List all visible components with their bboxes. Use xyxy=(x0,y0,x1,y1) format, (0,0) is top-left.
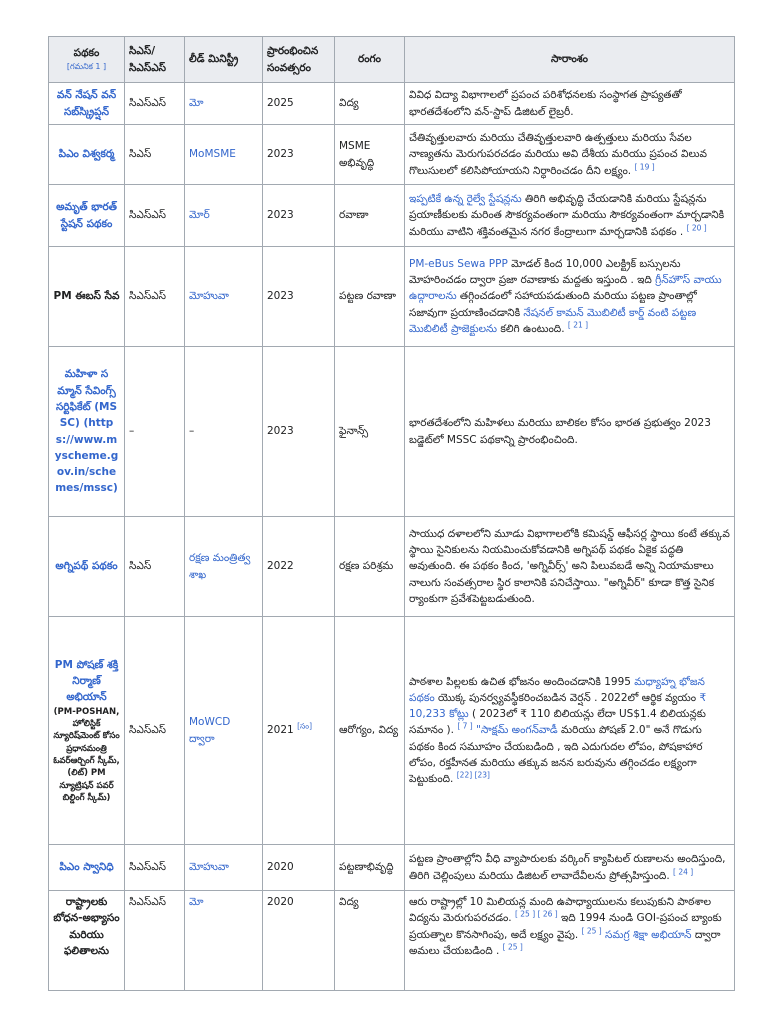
citation-link[interactable]: [సం] xyxy=(297,721,312,731)
scheme-name xyxy=(49,185,125,247)
scheme-name xyxy=(49,83,125,125)
scheme-year: 2023 xyxy=(263,185,335,247)
table-row xyxy=(49,83,735,125)
scheme-year: 2021 [సం] xyxy=(263,617,335,845)
summary-link[interactable]: నేషనల్ కామన్ మొబిలిటీ కార్డ్ వంటి పట్టణ మొబిలిటీ ప్రాజెక్టులను xyxy=(409,306,697,335)
scheme-name: PM ఈబస్ సేవ xyxy=(49,247,125,347)
scheme-type: సిఎస్ఎస్ xyxy=(125,617,185,845)
scheme-sector: పట్టణాభివృద్ధి xyxy=(335,845,405,891)
scheme-ministry xyxy=(185,83,263,125)
scheme-name xyxy=(49,617,125,845)
scheme-summary: పాఠశాల పిల్లలకు ఉచిత భోజనం అందించడానికి 1995 మధ్యాహ్న భోజన పథకం యొక్క పునర్వ్యవస్థీకరించబడిన వెర్షన్ . 2022లో ఆర్థిక వ్యయం ₹ 10,233 కోట్లు ( 2023లో ₹ 110 బిలియన్లు లేదా US$1.4 బిలియన్లకు సమానం ). [ 7 ] "సాక్షమ్ అంగన్‌వాడీ మరియు పోషణ్ 2.0" అనే గొడుగు పథకం కింద సమూహం చేయబడింది , ఇది ఎదుగుదల లోపం, పోషకాహార లోపం, రక్తహీనత మరియు తక్కువ జనన బరువును తగ్గించడం లక్ష్యంగా పెట్టుకుంది. [22] [23] xyxy=(405,617,735,845)
citation-link[interactable]: [ 24 ] xyxy=(673,867,694,876)
scheme-ministry xyxy=(185,125,263,185)
scheme-sector: రక్షణ పరిశ్రమ xyxy=(335,517,405,617)
scheme-link[interactable]: అగ్నిపథ్ పథకం xyxy=(55,560,118,573)
summary-link[interactable]: ₹ 10,233 కోట్లు xyxy=(409,691,707,721)
scheme-summary: PM-eBus Sewa PPP మోడల్ కింద 10,000 ఎలక్ట్రిక్ బస్సులను మోహరించడం ద్వారా ప్రజా రవాణాకు మద్దతు ఇస్తుంది . ఇది గ్రీన్‌హౌస్ వాయు ఉద్గారాలను తగ్గించడంలో సహాయపడుతుంది మరియు పట్టణ ప్రాంతాల్లో సజావుగా ప్రయాణించడానికి నేషనల్ కామన్ మొబిలిటీ కార్డ్ వంటి పట్టణ మొబిలిటీ ప్రాజెక్టులను కలిగి ఉంటుంది. [ 21 ] xyxy=(405,247,735,347)
summary-link[interactable]: గ్రీన్‌హౌస్ వాయు ఉద్గారాలను xyxy=(409,274,722,303)
ministry-link[interactable]: MoMSME xyxy=(189,148,236,161)
summary-link[interactable]: PM-eBus Sewa PPP xyxy=(409,257,508,270)
scheme-link[interactable]: పిఎం స్వానిధి xyxy=(59,861,114,874)
scheme-name xyxy=(49,347,125,517)
scheme-year: 2023 xyxy=(263,247,335,347)
header-note-link[interactable]: [గమనిక 1 ] xyxy=(66,62,107,72)
citation-link[interactable]: [ 20 ] xyxy=(686,223,707,233)
scheme-link[interactable]: పిఎం విశ్వకర్మ xyxy=(58,148,115,161)
scheme-link[interactable]: మహిళా సమ్మాన్ సేవింగ్స్ సర్టిఫికేట్ (MSSC) (https://www.myscheme.gov.in/schemes/mssc) xyxy=(54,368,119,495)
scheme-ministry xyxy=(185,845,263,891)
scheme-sector: రవాణా xyxy=(335,185,405,247)
scheme-summary: ఇప్పటికే ఉన్న రైల్వే స్టేషన్లను తిరిగి అభివృద్ధి చేయడానికి మరియు స్టేషన్లను ప్రయాణీకులకు మరింత సౌకర్యవంతంగా మరియు సౌకర్యవంతంగా మార్చడానికి మరియు వాటిని శక్తివంతమైన నగర కేంద్రాలుగా మార్చడానికి పథకం . [ 20 ] xyxy=(405,185,735,247)
scheme-ministry xyxy=(185,617,263,845)
header-summary: సారాంశం xyxy=(405,37,735,83)
table-row xyxy=(49,617,735,845)
citation-link[interactable]: [ 25 ] [ 26 ] xyxy=(514,909,558,919)
scheme-name xyxy=(49,125,125,185)
scheme-link[interactable]: PM పోషణ్ శక్తి నిర్మాణ్ అభియాన్ xyxy=(54,658,119,704)
scheme-link[interactable]: అమృత్ భారత్ స్టేషన్ పథకం xyxy=(56,201,117,230)
ministry-link[interactable]: మో xyxy=(189,97,204,110)
scheme-year: 2022 xyxy=(263,517,335,617)
citation-link[interactable]: [22] [23] xyxy=(456,770,490,780)
citation-link[interactable]: [ 19 ] xyxy=(634,162,655,172)
scheme-year: 2023 xyxy=(263,347,335,517)
table-row xyxy=(49,247,735,347)
ministry-link[interactable]: MoWCD ద్వారా xyxy=(189,716,231,745)
scheme-sector: MSME అభివృద్ధి xyxy=(335,125,405,185)
summary-link[interactable]: సమగ్ర శిక్షా అభియాన్ xyxy=(605,928,692,941)
summary-link[interactable]: మధ్యాహ్న భోజన పథకం xyxy=(409,675,705,704)
header-year: ప్రారంభించిన సంవత్సరం xyxy=(263,37,335,83)
scheme-type: సిఎస్ఎస్ xyxy=(125,891,185,991)
ministry-link[interactable]: రక్షణ మంత్రిత్వ శాఖ xyxy=(189,552,251,581)
scheme-ministry xyxy=(185,185,263,247)
scheme-ministry: – xyxy=(185,347,263,517)
scheme-ministry xyxy=(185,247,263,347)
scheme-name xyxy=(49,517,125,617)
summary-link[interactable]: "సాక్షమ్ అంగన్‌వాడీ xyxy=(476,724,558,737)
scheme-ministry xyxy=(185,517,263,617)
scheme-year: 2020 xyxy=(263,845,335,891)
scheme-name: రాష్ట్రాలకు బోధన-అభ్యాసం మరియు ఫలితాలను xyxy=(49,891,125,991)
table-row xyxy=(49,517,735,617)
scheme-year: 2020 xyxy=(263,891,335,991)
scheme-type: – xyxy=(125,347,185,517)
citation-link[interactable]: [ 7 ] xyxy=(457,721,473,731)
scheme-summary: సాయుధ దళాలలోని మూడు విభాగాలలోకి కమిషన్డ్ ఆఫీసర్ల స్థాయి కంటే తక్కువ స్థాయి సైనికులను నియమించుకోవడానికి అగ్నిపథ్ పథకం ఏకైక పద్ధతి అవుతుంది. ఈ పథకం కింద, 'అగ్నివీర్స్' అని పిలువబడే అన్ని నియామకాలు నాలుగు సంవత్సరాల స్థిర కాలానికి పనిచేస్తాయి. "అగ్నివీర్" కూడా కొత్త సైనిక ర్యాంకుగా ప్రవేశపెట్టబడుతుంది. xyxy=(405,517,735,617)
scheme-summary: భారతదేశంలోని మహిళలు మరియు బాలికల కోసం భారత ప్రభుత్వం 2023 బడ్జెట్‌లో MSSC పథకాన్ని ప్రారంభించింది. xyxy=(405,347,735,517)
scheme-type: సిఎస్ఎస్ xyxy=(125,83,185,125)
scheme-year: 2025 xyxy=(263,83,335,125)
header-scheme: పథకం [గమనిక 1 ] xyxy=(49,37,125,83)
header-ministry: లీడ్ మినిస్ట్రీ xyxy=(185,37,263,83)
scheme-sector: ఆరోగ్యం, విద్య xyxy=(335,617,405,845)
scheme-type: సిఎస్ఎస్ xyxy=(125,247,185,347)
scheme-summary: ఆరు రాష్ట్రాల్లో 10 మిలియన్ల మంది ఉపాధ్యాయులను కలుపుకుని పాఠశాల విద్యను మెరుగుపరచడం. [ 25 ] [ 26 ] ఇది 1994 నుండి GOI-ప్రపంచ బ్యాంకు ప్రయత్నాల కొనసాగింపు, అదే లక్ష్యం వైపు. [ 25 ] సమగ్ర శిక్షా అభియాన్ ద్వారా అమలు చేయబడింది . [ 25 ] xyxy=(405,891,735,991)
scheme-sector: ఫైనాన్స్ xyxy=(335,347,405,517)
ministry-link[interactable]: మోహువా xyxy=(189,861,229,874)
ministry-link[interactable]: మోహువా xyxy=(189,290,229,303)
schemes-table xyxy=(48,36,735,991)
header-sector: రంగం xyxy=(335,37,405,83)
summary-link[interactable]: ఇప్పటికే ఉన్న రైల్వే స్టేషన్లను xyxy=(409,193,522,206)
citation-link[interactable]: [ 25 ] xyxy=(581,926,602,936)
scheme-name xyxy=(49,845,125,891)
citation-link[interactable]: [ 21 ] xyxy=(567,320,589,330)
table-row xyxy=(49,125,735,185)
header-type: సిఎస్/ సిఎస్ఎస్ xyxy=(125,37,185,83)
table-header-row xyxy=(49,37,735,83)
scheme-sector: విద్య xyxy=(335,891,405,991)
ministry-link[interactable]: మో xyxy=(189,896,204,908)
table-row xyxy=(49,891,735,991)
scheme-type: సిఎస్ఎస్ xyxy=(125,185,185,247)
scheme-sector: విద్య xyxy=(335,83,405,125)
scheme-summary: చేతివృత్తులవారు మరియు చేతివృత్తులవారి ఉత్పత్తులు మరియు సేవల నాణ్యతను మెరుగుపరచడం మరియు అవి దేశీయ మరియు ప్రపంచ విలువ గొలుసులలో కలిసిపోయాయని నిర్ధారించడం దీని లక్ష్యం. [ 19 ] xyxy=(405,125,735,185)
scheme-type: సిఎస్ xyxy=(125,125,185,185)
scheme-link[interactable]: వన్ నేషన్ వన్ సబ్‌స్క్రిప్షన్ xyxy=(56,89,117,118)
scheme-name-detail: (PM-POSHAN, హోలిస్టిక్ న్యూరిష్‌మెంట్ కోసం ప్రధానమంత్రి ఓవర్‌ఆర్చింగ్ స్కీమ్, (లిట్) PM న్యూట్రిషన్ పవర్ బిల్డింగ్ స్కీమ్) xyxy=(53,706,120,803)
table-row xyxy=(49,845,735,891)
scheme-sector: పట్టణ రవాణా xyxy=(335,247,405,347)
scheme-summary: పట్టణ ప్రాంతాల్లోని వీధి వ్యాపారులకు వర్కింగ్ క్యాపిటల్ రుణాలను అందిస్తుంది, తిరిగి చెల్లింపులు మరియు డిజిటల్ లావాదేవీలను ప్రోత్సహిస్తుంది. [ 24 ] xyxy=(405,845,735,891)
ministry-link[interactable]: మోర్ xyxy=(189,209,210,222)
table-row xyxy=(49,185,735,247)
scheme-summary: వివిధ విద్యా విభాగాలలో ప్రపంచ పరిశోధనలకు సంస్థాగత ప్రాప్యతతో భారతదేశంలోని వన్-స్టాప్ డిజిటల్ లైబ్రరీ. xyxy=(405,83,735,125)
scheme-year: 2023 xyxy=(263,125,335,185)
table-row xyxy=(49,347,735,517)
scheme-ministry xyxy=(185,891,263,991)
scheme-type: సిఎస్ xyxy=(125,517,185,617)
citation-link[interactable]: [ 25 ] xyxy=(502,942,523,952)
scheme-type: సిఎస్ఎస్ xyxy=(125,845,185,891)
